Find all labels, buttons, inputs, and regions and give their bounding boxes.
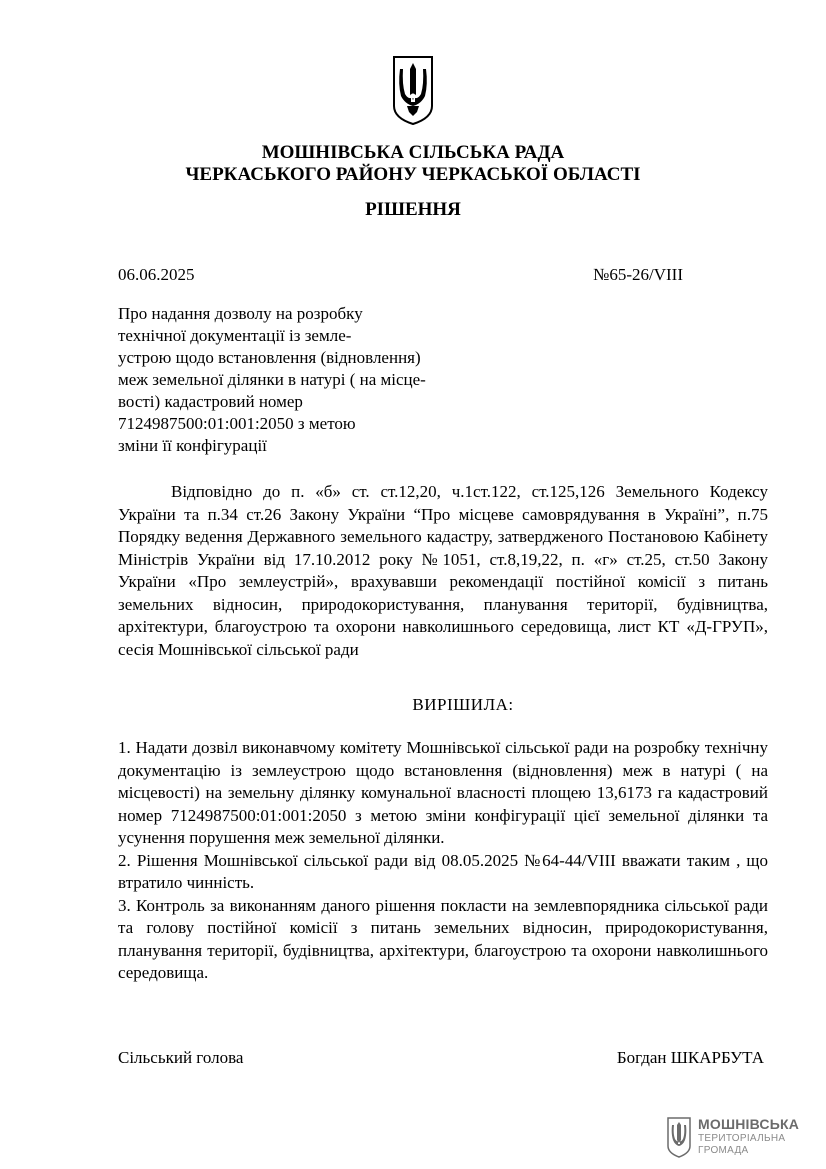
decision-point: 1. Надати дозвіл виконавчому комітету Мошнівської сільської ради на розробку технічну документацію із землеустрою щодо встановлення (відновлення) меж в натурі ( на місцевості) на земельну ділянку комунальної власності площею 13,6173 га кадастровий номер 7124987500:01:001:2050 з метою зміни конфігурації цієї земельної ділянки та усунення порушення меж земельної ділянки. [118, 738, 768, 847]
subject-line: меж земельної ділянки в натурі ( на місце- [118, 370, 426, 389]
preamble [118, 481, 768, 661]
community-logo [666, 1114, 816, 1160]
decision-number: №65-26/VIII [593, 265, 683, 284]
subject-line: технічної документації із земле- [118, 326, 352, 345]
decision-subject [118, 303, 508, 457]
logo-subtitle: ТЕРИТОРІАЛЬНА [698, 1133, 786, 1144]
decision-date: 06.06.2025 [118, 265, 195, 284]
trident-emblem-icon [391, 54, 435, 126]
decision-point: 2. Рішення Мошнівської сільської ради від 08.05.2025 №64-44/VIII вважати таким , що втратило чинність. [118, 850, 768, 892]
logo-subtitle: ГРОМАДА [698, 1145, 749, 1156]
district-name: ЧЕРКАСЬКОГО РАЙОНУ ЧЕРКАСЬКОЇ ОБЛАСТІ [185, 164, 641, 185]
signatory-position: Сільський голова [118, 1048, 244, 1067]
subject-line: Про надання дозволу на розробку [118, 304, 363, 323]
subject-line: зміни її конфігурації [118, 436, 267, 455]
council-name: МОШНІВСЬКА СІЛЬСЬКА РАДА [261, 142, 565, 163]
document-type: РІШЕННЯ [365, 199, 461, 220]
subject-line: 7124987500:01:001:2050 з метою [118, 414, 356, 433]
subject-line: устрою щодо встановлення (відновлення) [118, 348, 421, 367]
subject-line: вості) кадастровий номер [118, 392, 303, 411]
decision-points [118, 737, 768, 985]
decision-point: 3. Контроль за виконанням даного рішення покласти на землевпорядника сільської ради та голову постійної комісії з питань земельних відносин, природокористування, планування території, будівництва, архітектури, благоустрою та охорони навколишнього середовища. [118, 895, 768, 982]
preamble-text: Відповідно до п. «б» ст. ст.12,20, ч.1ст.122, ст.125,126 Земельного Кодексу України та п.34 ст.26 Закону України “Про місцеве самоврядування в Україні”, п.75 Порядку ведення Державного земельного кадастру, затвердженого Постановою Кабінету Міністрів України від 17.10.2012 року №1051, ст.8,19,22, п. «г» ст.25, ст.50 Закону України «Про землеустрій», врахувавши рекомендації постійної комісії з питань земельних відносин, природокористування, планування території, будівництва, архітектури, благоустрою та охорони навколишнього середовища, лист КТ «Д-ГРУП», сесія Мошнівської сільської ради [118, 482, 768, 659]
decided-heading: ВИРІШИЛА: [412, 695, 514, 714]
logo-title: МОШНІВСЬКА [698, 1116, 800, 1132]
trident-logo-icon [666, 1116, 692, 1158]
signatory-name: Богдан ШКАРБУТА [616, 1048, 764, 1067]
